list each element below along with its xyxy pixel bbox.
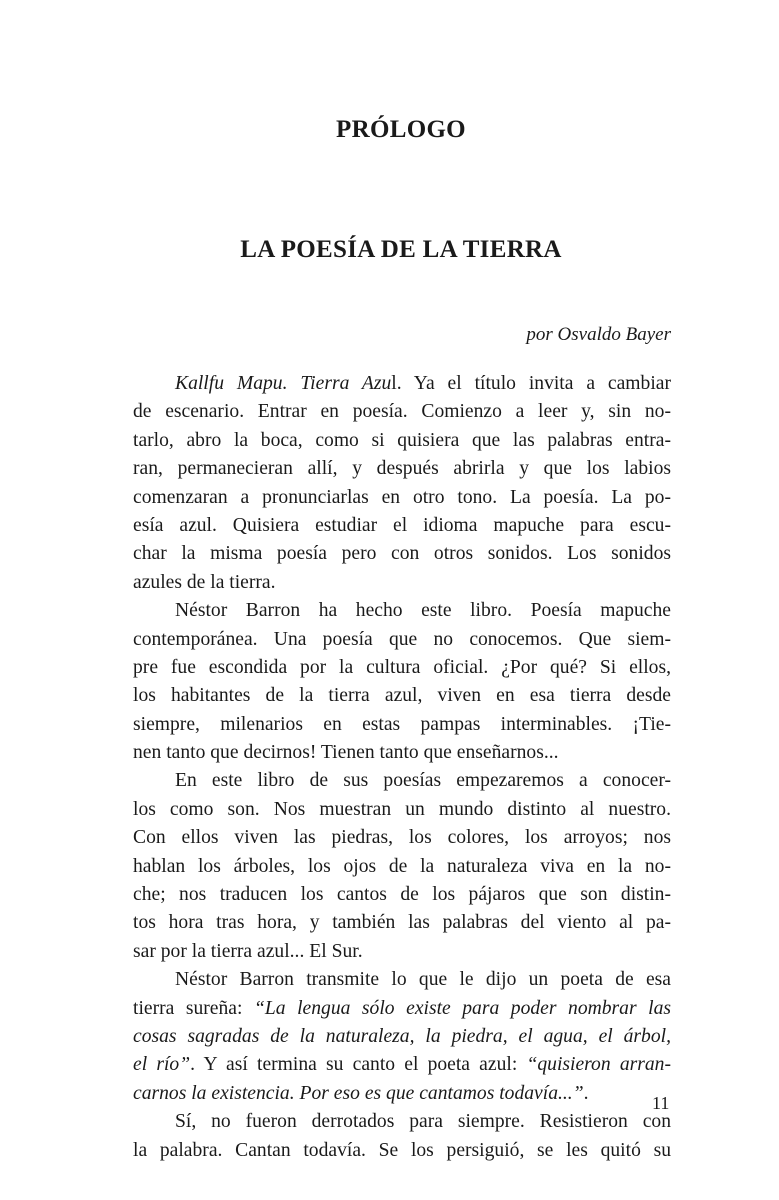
text-line bbox=[133, 455, 671, 483]
text-run: de escenario. Entrar en poesía. Comienzo a leer y, sin no- bbox=[133, 401, 671, 423]
text-run: hablan los árboles, los ojos de la naturaleza viva en la no- bbox=[133, 855, 671, 877]
text-line bbox=[133, 370, 671, 398]
text-line bbox=[133, 398, 671, 426]
text-line bbox=[133, 626, 671, 654]
text-line bbox=[133, 796, 671, 824]
paragraph bbox=[133, 370, 671, 597]
text-line bbox=[133, 512, 671, 540]
text-run: . bbox=[583, 1082, 589, 1104]
paragraph bbox=[133, 767, 671, 966]
text-line bbox=[133, 767, 671, 795]
text-line bbox=[133, 484, 671, 512]
text-run: Sí, no fueron derrotados para siempre. Resistieron con bbox=[175, 1111, 671, 1133]
text-line bbox=[133, 966, 671, 994]
italic-text: el río” bbox=[133, 1054, 191, 1076]
text-line bbox=[133, 427, 671, 455]
text-run: Néstor Barron ha hecho este libro. Poesía mapuche bbox=[175, 600, 671, 622]
text-line bbox=[133, 1080, 671, 1108]
text-line bbox=[133, 938, 671, 966]
byline: por Osvaldo Bayer bbox=[526, 324, 671, 345]
text-run: Con ellos viven las piedras, los colores, los arroyos; nos bbox=[133, 827, 671, 849]
text-line bbox=[133, 881, 671, 909]
text-run: siempre, milenarios en estas pampas interminables. ¡Tie- bbox=[133, 713, 671, 735]
text-run: sar por la tierra azul... El Sur. bbox=[133, 940, 363, 962]
italic-text: carnos la existencia. Por eso es que cantamos todavía...” bbox=[133, 1082, 584, 1104]
text-run: azules de la tierra. bbox=[133, 571, 276, 593]
text-run: che; nos traducen los cantos de los pájaros que son distin- bbox=[133, 884, 671, 906]
section-title: LA POESÍA DE LA TIERRA bbox=[240, 236, 562, 263]
text-line bbox=[133, 569, 671, 597]
text-run: char la misma poesía pero con otros sonidos. Los sonidos bbox=[133, 543, 671, 565]
text-run: tarlo, abro la boca, como si quisiera que las palabras entra- bbox=[133, 429, 671, 451]
text-run: pre fue escondida por la cultura oficial. ¿Por qué? Si ellos, bbox=[133, 656, 671, 678]
text-run: esía azul. Quisiera estudiar el idioma mapuche para escu- bbox=[133, 514, 671, 536]
italic-text: cosas sagradas de la naturaleza, la piedra, el agua, el árbol, bbox=[133, 1025, 671, 1047]
text-line bbox=[133, 1023, 671, 1051]
text-run: nen tanto que decirnos! Tienen tanto que enseñarnos... bbox=[133, 742, 559, 764]
text-line bbox=[133, 654, 671, 682]
text-line bbox=[133, 995, 671, 1023]
text-line bbox=[133, 711, 671, 739]
paragraph bbox=[133, 966, 671, 1108]
paragraph bbox=[133, 1108, 671, 1165]
text-line bbox=[133, 853, 671, 881]
text-line bbox=[133, 824, 671, 852]
text-line bbox=[133, 540, 671, 568]
italic-text: Kallfu Mapu. Tierra Azu bbox=[175, 373, 392, 394]
body-text bbox=[133, 370, 671, 1165]
text-run: los como son. Nos muestran un mundo distinto al nuestro. bbox=[133, 798, 671, 820]
italic-text: “quisieron arran- bbox=[526, 1054, 671, 1076]
text-line bbox=[133, 1051, 671, 1079]
chapter-title: PRÓLOGO bbox=[336, 116, 466, 143]
text-line bbox=[133, 682, 671, 710]
text-run: la palabra. Cantan todavía. Se los persiguió, se les quitó su bbox=[133, 1139, 671, 1161]
text-line bbox=[133, 1108, 671, 1136]
italic-text: “La lengua sólo existe para poder nombrar las bbox=[253, 997, 671, 1019]
text-run: Néstor Barron transmite lo que le dijo un poeta de esa bbox=[175, 969, 671, 991]
text-run: los habitantes de la tierra azul, viven en esa tierra desde bbox=[133, 685, 671, 707]
page-number: 11 bbox=[652, 1093, 670, 1113]
text-run: ran, permanecieran allí, y después abrirla y que los labios bbox=[133, 458, 671, 480]
text-line bbox=[133, 909, 671, 937]
text-run: tierra sureña: bbox=[133, 997, 254, 1019]
text-run: En este libro de sus poesías empezaremos a conocer- bbox=[175, 770, 671, 792]
text-run: . Y así termina su canto el poeta azul: bbox=[190, 1054, 527, 1076]
text-line bbox=[133, 597, 671, 625]
text-line bbox=[133, 739, 671, 767]
text-run: tos hora tras hora, y también las palabras del viento al pa- bbox=[133, 912, 671, 934]
text-run: comenzaran a pronunciarlas en otro tono. La poesía. La po- bbox=[133, 486, 671, 508]
paragraph bbox=[133, 597, 671, 767]
text-line bbox=[133, 1137, 671, 1165]
text-run: l. Ya el título invita a cambiar bbox=[391, 373, 671, 394]
text-run: contemporánea. Una poesía que no conocemos. Que siem- bbox=[133, 628, 671, 650]
